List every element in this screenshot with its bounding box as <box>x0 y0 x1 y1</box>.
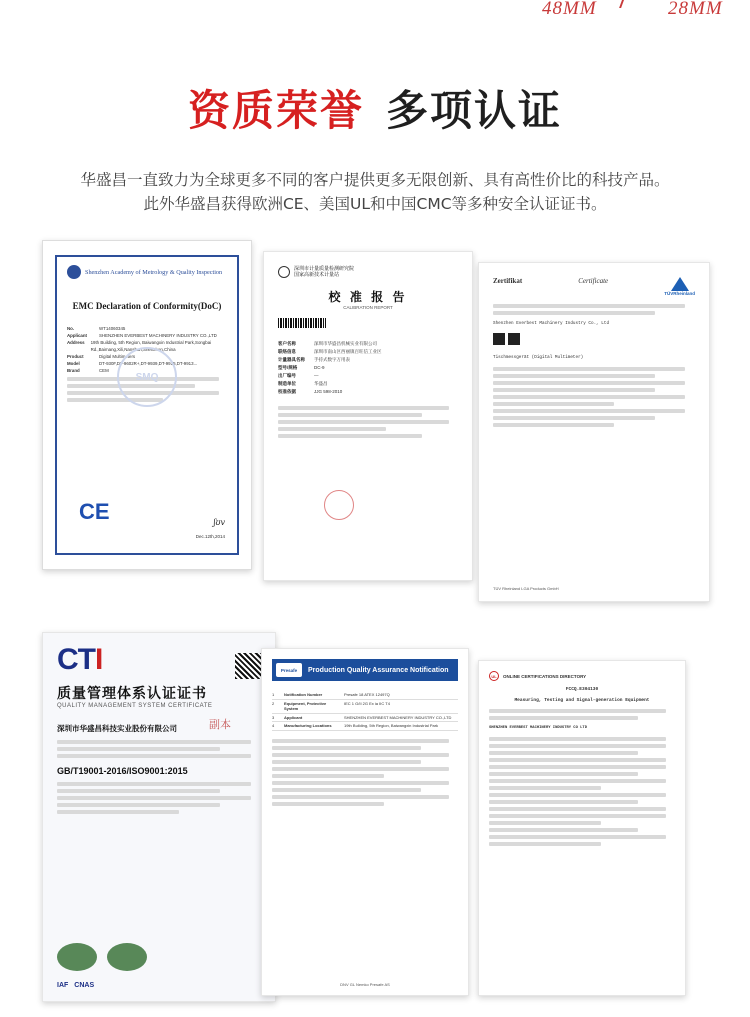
certificate-ul <box>478 660 686 996</box>
calibration-stamp-icon <box>324 490 354 520</box>
tuv-mark-icon <box>508 333 520 345</box>
emc-row: Brand CEM <box>67 368 109 373</box>
page-title <box>0 78 750 138</box>
cti-en-title: QUALITY MANAGEMENT SYSTEM CERTIFICATE <box>57 703 213 709</box>
table-row: 2 Equipment, Protective System IEC 1 G/II 2G Ex ia IIC T4 <box>272 700 458 714</box>
calibration-field: 校准依据 JJG 598-2010 <box>278 389 343 394</box>
barcode-icon <box>278 318 326 328</box>
qr-code-icon <box>235 653 261 679</box>
tuv-triangle-icon <box>671 277 689 291</box>
top-fragment <box>0 0 750 30</box>
emc-org-name: Shenzhen Academy of Metrology & Quality Inspection <box>85 268 223 276</box>
ul-category: Measuring, Testing and Signal-generation Equipment <box>514 698 650 703</box>
ul-header <box>489 671 675 681</box>
presafe-logo: Presafe <box>276 663 302 677</box>
calibration-field: 制造单位 华盛昌 <box>278 381 328 386</box>
calibration-badge-icon <box>278 266 290 278</box>
certificate-tuv <box>478 262 710 602</box>
intro-text <box>0 168 750 216</box>
presafe-title: Production Quality Assurance Notification <box>308 666 449 674</box>
ul-logo-icon: UL <box>489 671 499 681</box>
ul-header-text: ONLINE CERTIFICATIONS DIRECTORY <box>503 673 587 679</box>
intro-line-2: 此外华盛昌获得欧洲CE、美国UL和中国CMC等多种安全认证证书。 <box>143 195 607 213</box>
cnas-logo: CNAS <box>74 982 95 989</box>
certificate-cti <box>42 632 276 1002</box>
top-fragment-left: 48MM <box>542 0 597 19</box>
ce-mark-icon: CE <box>79 499 110 524</box>
cti-copy-stamp: 副本 <box>209 718 231 731</box>
emc-row: Applicant SHENZHEN EVERBEST MACHINERY INDUSTRY CO.,LTD <box>67 333 217 338</box>
emc-row: Model DT-930F,DT-9602R+,DT-9939,DT-9915,DT-9913... <box>67 361 198 366</box>
calibration-org <box>278 266 458 278</box>
page-title-red: 资质荣誉 <box>187 86 364 135</box>
calibration-field: 型号/规格 DC-9 <box>278 365 325 370</box>
gs-mark-icon <box>493 333 505 345</box>
cti-standard: GB/T19001-2016/ISO9001:2015 <box>57 766 188 776</box>
table-row: 4 Manufacturing Locations 19th Building, 5th Region, Baiwangxin Industrial Park <box>272 722 458 731</box>
calibration-subtitle: CALIBRATION REPORT <box>343 305 393 310</box>
tuv-logo <box>664 277 695 296</box>
emc-title: EMC Declaration of Conformity(DoC) <box>72 301 222 311</box>
emc-org <box>67 265 227 279</box>
emc-date: Dec.12th,2014 <box>195 534 225 539</box>
certificate-presafe <box>261 648 469 996</box>
top-fragment-divider <box>619 0 627 8</box>
calibration-field: 客户名称 深圳市华盛昌机械实业有限公司 <box>278 341 377 346</box>
tuv-footer: TÜV Rheinland LGA Products GmbH <box>493 586 559 591</box>
emc-row: No. WT14060345 <box>67 326 126 331</box>
smq-logo-icon <box>67 265 81 279</box>
table-row: 3 Applicant SHENZHEN EVERBEST MACHINERY INDUSTRY CO.,LTD <box>272 714 458 723</box>
cti-accreditation-logos <box>57 982 94 989</box>
presafe-header <box>272 659 458 681</box>
certificate-calibration <box>263 251 473 581</box>
cti-logo: CTI <box>57 643 103 676</box>
calibration-field: 计量器具名称 手持式数字万用表 <box>278 357 350 362</box>
tuv-marks <box>493 333 695 345</box>
tuv-certificate-label: Certificate <box>578 277 609 285</box>
calibration-org-line-2: 国家高新技术计量站 <box>294 272 340 278</box>
cti-company: 深圳市华盛昌科技实业股份有限公司 <box>57 724 177 733</box>
calibration-org-line-1: 深圳市计量质量检测研究院 <box>294 266 355 272</box>
table-row: 1 Notification Number Presafe 18 ATEX 12497Q <box>272 691 458 700</box>
calibration-title: 校 准 报 告 <box>328 290 408 304</box>
calibration-field: 出厂编号 — <box>278 373 319 378</box>
calibration-fields <box>278 340 458 396</box>
calibration-field: 联络信息 深圳市南山区西丽镇百旺信工业区 <box>278 349 382 354</box>
presafe-table <box>272 691 458 731</box>
cti-cn-title: 质量管理体系认证证书 <box>57 686 207 702</box>
tuv-brand: TÜVRheinland <box>664 291 695 296</box>
emc-row: Product Digital Multimeters <box>67 354 136 359</box>
tuv-product: Tischmessgerät (Digital Multimeter) <box>493 355 584 360</box>
emc-row: Address 19th Building, 5th Region, Baiwangxin Industrial Park,Songbai Rd.,Baimang,Xili,Nanshan,Shenzhen,China <box>67 340 212 352</box>
ul-code: FCCQ.E304130 <box>565 687 599 692</box>
emc-signature: ʃʊv <box>213 518 225 527</box>
page-title-dark: 多项认证 <box>386 86 563 135</box>
ul-company: SHENZHEN EVERBEST MACHINERY INDUSTRY CO LTD <box>489 726 587 730</box>
intro-line-1: 华盛昌一直致力为全球更多不同的客户提供更多无限创新、具有高性价比的科技产品。 <box>80 171 670 189</box>
green-seal-icon <box>107 943 147 971</box>
cti-seals <box>57 943 261 971</box>
certificate-emc <box>42 240 252 570</box>
smq-watermark: SMQ <box>117 347 177 407</box>
tuv-zertifikat-label: Zertifikat <box>493 277 523 285</box>
top-fragment-right: 28MM <box>668 0 723 19</box>
presafe-footer: DNV GL Nemko Presafe AS <box>340 982 390 987</box>
iaf-logo: IAF <box>57 982 69 989</box>
tuv-holder: Shenzhen Everbest Machinery Industry Co., Ltd <box>493 321 610 326</box>
green-seal-icon <box>57 943 97 971</box>
